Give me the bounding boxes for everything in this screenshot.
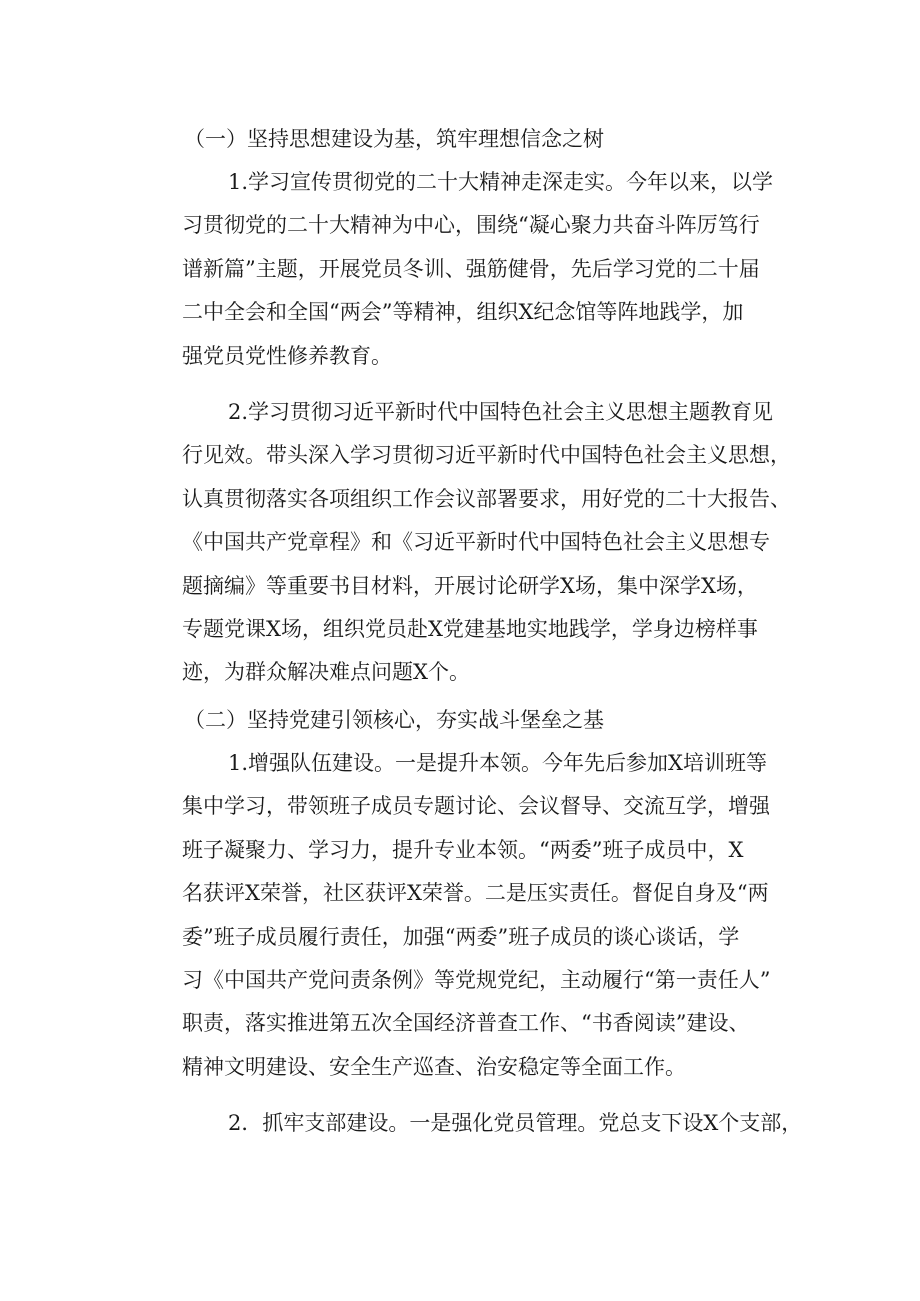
text-line: 委”班子成员履行责任，加强“两委”班子成员的谈心谈话，学 — [182, 924, 740, 949]
text-line: 名获评X荣誉，社区获评X荣誉。二是压实责任。督促自身及“两 — [182, 881, 769, 906]
text-line: 迹，为群众解决难点问题X个。 — [182, 660, 470, 685]
section-heading-1: （一）坚持思想建设为基，筑牢理想信念之树 — [184, 127, 604, 151]
text-line: 习贯彻党的二十大精神为中心，围绕“凝心聚力共奋斗阵厉笃行 — [182, 213, 760, 238]
text-line: 专题党课X场，组织党员赴X党建基地实地践学，学身边榜样事 — [182, 617, 758, 642]
text-line: 班子凝聚力、学习力，提升专业本领。“两委”班子成员中，X — [182, 837, 744, 862]
document-body — [136, 118, 803, 1146]
text-line: 二中全会和全国“两会”等精神，组织X纪念馆等阵地践学，加 — [182, 300, 744, 325]
text-line: 谱新篇”主题，开展党员冬训、强筋健骨，先后学习党的二十届 — [182, 256, 760, 281]
paragraph-2-1 — [136, 742, 796, 1089]
paragraph-2-2 — [136, 1102, 803, 1145]
text-line: 《中国共产党章程》和《习近平新时代中国特色社会主义思想专 — [182, 530, 770, 555]
text-line: 行见效。带头深入学习贯彻习近平新时代中国特色社会主义思想， — [182, 443, 791, 468]
paragraph-1-1 — [136, 161, 796, 378]
text-line: 习《中国共产党问责条例》等党规党纪，主动履行“第一责任人” — [182, 967, 771, 992]
text-line: 2.学习贯彻习近平新时代中国特色社会主义思想主题教育见 — [228, 400, 774, 425]
text-line: 1.学习宣传贯彻党的二十大精神走深走实。今年以来，以学 — [228, 170, 774, 194]
text-line: 题摘编》等重要书目材料，开展讨论研学X场，集中深学X场， — [182, 573, 758, 598]
text-line: 强党员党性修养教育。 — [182, 343, 392, 368]
section-heading-2: （二）坚持党建引领核心，夯实战斗堡垒之基 — [184, 707, 604, 732]
text-line: 职责，落实推进第五次全国经济普查工作、“书香阅读”建设、 — [182, 1011, 750, 1036]
text-line: 1.增强队伍建设。一是提升本领。今年先后参加X培训班等 — [228, 750, 767, 775]
text-line: 认真贯彻落实各项组织工作会议部署要求，用好党的二十大报告、 — [182, 486, 791, 511]
text-line: 精神文明建设、安全生产巡查、治安稳定等全面工作。 — [182, 1054, 686, 1079]
paragraph-1-2 — [136, 391, 796, 695]
text-line: 2．抓牢支部建设。一是强化党员管理。党总支下设X个支部， — [228, 1111, 803, 1136]
text-line: 集中学习，带领班子成员专题讨论、会议督导、交流互学，增强 — [182, 794, 770, 819]
